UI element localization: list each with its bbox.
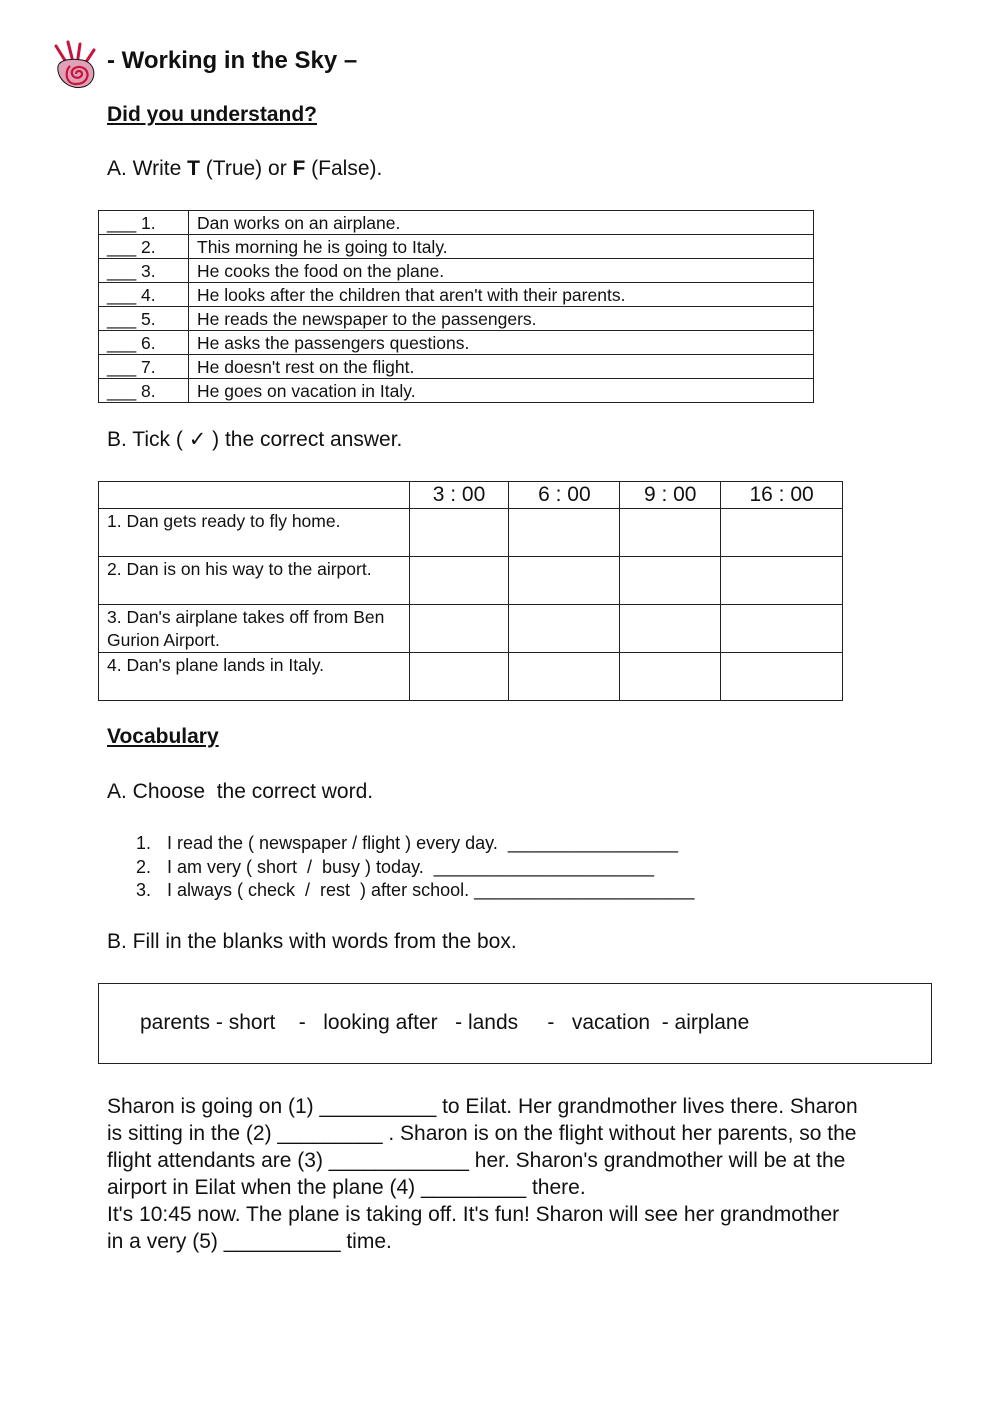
page-title: - Working in the Sky –: [107, 47, 358, 74]
fill-blanks-instruction: B. Fill in the blanks with words from the box.: [107, 930, 517, 953]
tick-cell[interactable]: [509, 509, 620, 557]
tick-cell[interactable]: [620, 653, 721, 701]
choose-word-list: [136, 832, 694, 903]
true-false-instruction: A. Write T (True) or F (False).: [107, 157, 383, 180]
statement: This morning he is going to Italy.: [189, 235, 814, 259]
answer-blank[interactable]: ___ 6.: [99, 331, 189, 355]
table-row: [99, 283, 814, 307]
tick-cell[interactable]: [721, 605, 843, 653]
cloze-passage: [107, 1093, 967, 1255]
statement: He asks the passengers questions.: [189, 331, 814, 355]
table-row: [99, 307, 814, 331]
statement: He doesn't rest on the flight.: [189, 355, 814, 379]
table-header-row: [99, 482, 843, 509]
empty-header-cell: [99, 482, 410, 509]
answer-blank[interactable]: ___ 7.: [99, 355, 189, 379]
tick-table: [98, 481, 843, 701]
tick-cell[interactable]: [721, 653, 843, 701]
statement: He reads the newspaper to the passengers.: [189, 307, 814, 331]
answer-blank[interactable]: ___ 1.: [99, 211, 189, 235]
vocabulary-heading: Vocabulary: [107, 725, 219, 748]
answer-blank[interactable]: ___ 8.: [99, 379, 189, 403]
table-row: [99, 557, 843, 605]
tick-cell[interactable]: [409, 653, 509, 701]
tick-cell[interactable]: [620, 605, 721, 653]
time-header: 3 : 00: [409, 482, 509, 509]
tick-cell[interactable]: [409, 509, 509, 557]
word-box-text: parents - short - looking after - lands - vacation - airplane: [140, 1011, 750, 1034]
table-row: [99, 509, 843, 557]
tick-cell[interactable]: [409, 605, 509, 653]
statement: He looks after the children that aren't with their parents.: [189, 283, 814, 307]
answer-blank[interactable]: ___ 4.: [99, 283, 189, 307]
table-row: [99, 379, 814, 403]
choose-word-instruction: A. Choose the correct word.: [107, 780, 374, 803]
event-label: 2. Dan is on his way to the airport.: [99, 557, 410, 605]
table-row: [99, 331, 814, 355]
tick-cell[interactable]: [721, 557, 843, 605]
list-item: 2. I am very ( short / busy ) today. ______________________: [136, 856, 654, 877]
table-row: [99, 211, 814, 235]
comprehension-heading: Did you understand?: [107, 103, 317, 126]
tick-cell[interactable]: [509, 557, 620, 605]
time-header: 9 : 00: [620, 482, 721, 509]
tick-instruction: B. Tick ( ✓ ) the correct answer.: [107, 428, 403, 451]
statement: Dan works on an airplane.: [189, 211, 814, 235]
tick-cell[interactable]: [721, 509, 843, 557]
table-row: [99, 259, 814, 283]
list-item: 1. I read the ( newspaper / flight ) every day. _________________: [136, 833, 679, 853]
passage-line: It's 10:45 now. The plane is taking off. It's fun! Sharon will see her grandmother: [107, 1203, 840, 1226]
true-false-table: [98, 210, 814, 403]
passage-line: in a very (5) __________ time.: [107, 1230, 392, 1253]
passage-line: airport in Eilat when the plane (4) _________ there.: [107, 1176, 586, 1199]
check-mark-icon: ✓: [188, 428, 207, 451]
answer-blank[interactable]: ___ 2.: [99, 235, 189, 259]
table-row: [99, 605, 843, 653]
answer-blank[interactable]: ___ 5.: [99, 307, 189, 331]
tick-cell[interactable]: [509, 653, 620, 701]
time-header: 6 : 00: [509, 482, 620, 509]
tick-cell[interactable]: [409, 557, 509, 605]
list-item: 3. I always ( check / rest ) after school. ______________________: [136, 880, 695, 900]
time-header: 16 : 00: [721, 482, 843, 509]
passage-line: is sitting in the (2) _________ . Sharon is on the flight without her parents, so the: [107, 1122, 857, 1145]
answer-blank[interactable]: ___ 3.: [99, 259, 189, 283]
event-label: 3. Dan's airplane takes off from Ben Gurion Airport.: [99, 605, 410, 653]
swirl-hand-logo-icon: [46, 40, 110, 94]
tick-cell[interactable]: [509, 605, 620, 653]
table-row: [99, 235, 814, 259]
statement: He goes on vacation in Italy.: [189, 379, 814, 403]
table-row: [99, 653, 843, 701]
passage-line: flight attendants are (3) ____________ her. Sharon's grandmother will be at the: [107, 1149, 846, 1172]
event-label: 1. Dan gets ready to fly home.: [99, 509, 410, 557]
passage-line: Sharon is going on (1) __________ to Eilat. Her grandmother lives there. Sharon: [107, 1095, 858, 1118]
tick-cell[interactable]: [620, 509, 721, 557]
event-label: 4. Dan's plane lands in Italy.: [99, 653, 410, 701]
tick-cell[interactable]: [620, 557, 721, 605]
statement: He cooks the food on the plane.: [189, 259, 814, 283]
table-row: [99, 355, 814, 379]
